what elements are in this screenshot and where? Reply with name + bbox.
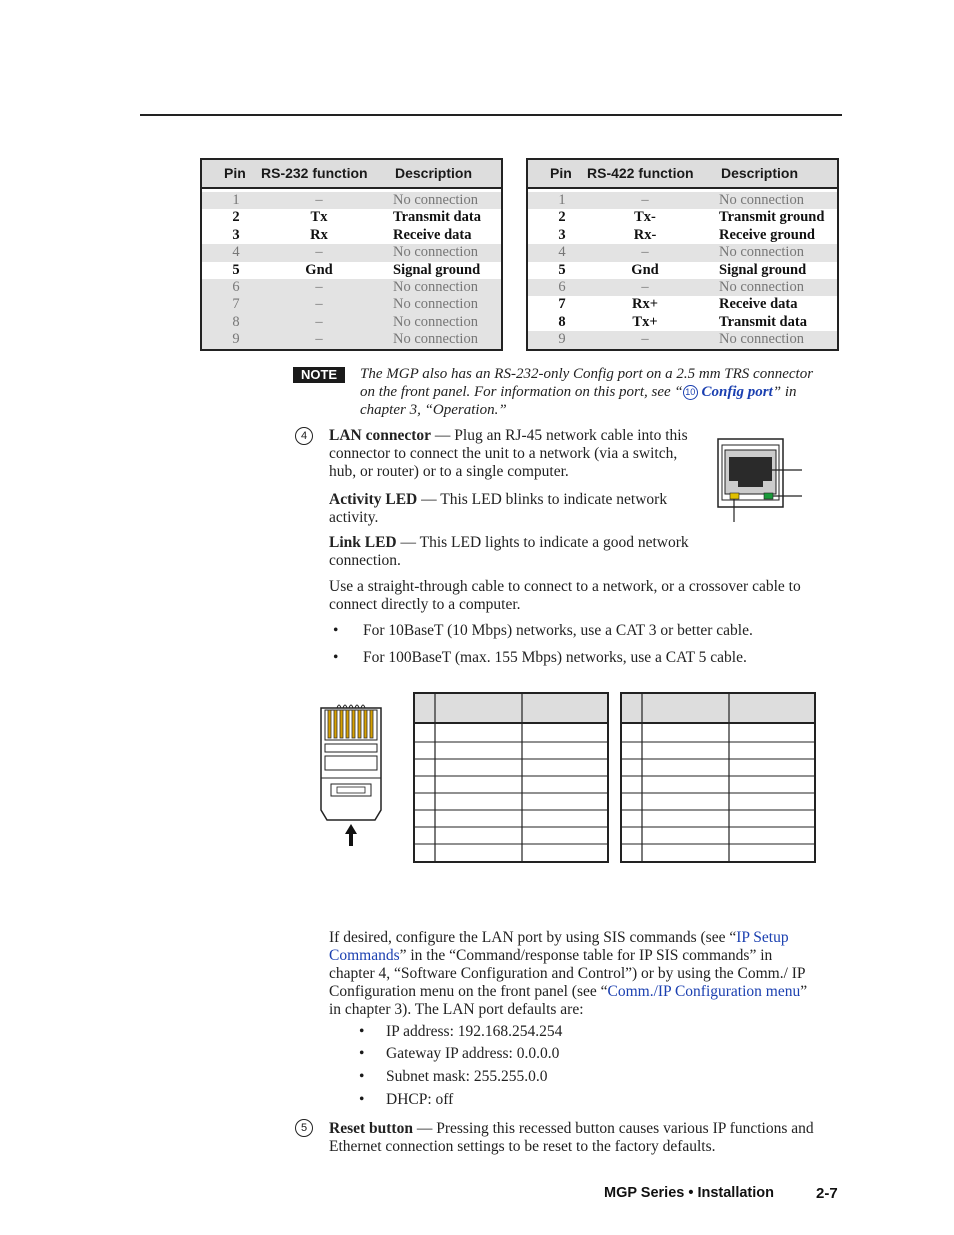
pin-cell: 3 — [558, 226, 566, 243]
note-text-part: The MGP also has an RS-232-only Config port on a 2.5 mm TRS connector on the front panel. For information on this port, see “ — [360, 366, 814, 400]
column-header-description: Description — [395, 165, 473, 181]
pin-cell: 2 — [232, 209, 240, 226]
table-row — [202, 244, 501, 261]
table-header — [528, 160, 837, 189]
wiring-table-left — [413, 692, 609, 863]
function-cell: Rx- — [633, 226, 657, 243]
table-row — [202, 279, 501, 296]
function-cell: – — [315, 331, 323, 348]
note-text — [360, 365, 830, 419]
table-row — [202, 331, 501, 348]
description-cell: Receive ground — [719, 226, 815, 243]
activity-led-text: — This LED blinks to indicate network activity. — [329, 491, 668, 526]
table-row — [528, 279, 837, 296]
function-cell: Gnd — [631, 261, 659, 278]
page-number: 2-7 — [816, 1185, 838, 1202]
footer-label: MGP Series • Installation — [604, 1185, 774, 1201]
function-cell: – — [315, 296, 323, 313]
description-cell: Transmit ground — [719, 209, 825, 226]
lan-config-paragraph — [329, 929, 819, 1019]
description-cell: Receive data — [719, 296, 798, 313]
description-cell: No connection — [393, 331, 478, 348]
pin-cell: 7 — [558, 296, 566, 313]
rs232-pin-table — [200, 158, 503, 351]
function-cell: Gnd — [305, 261, 333, 278]
function-cell: – — [315, 313, 323, 330]
bullet-icon: • — [359, 1045, 365, 1062]
rj45-plug-illustration — [315, 698, 387, 848]
description-cell: Transmit data — [393, 209, 481, 226]
description-cell: Transmit data — [719, 313, 807, 330]
top-rule — [140, 114, 842, 116]
pin-cell: 9 — [558, 331, 566, 348]
config-text-part: If desired, configure the LAN port by using SIS commands (see “ — [329, 929, 737, 946]
rs422-pin-table — [526, 158, 839, 351]
description-cell: No connection — [719, 278, 804, 295]
table-row — [202, 262, 501, 279]
table-row — [202, 227, 501, 244]
rj45-port-illustration — [715, 437, 805, 523]
column-header-function: RS-232 function — [261, 165, 368, 181]
config-port-link-label: Config port — [701, 384, 773, 400]
config-text-part: ” in the “Command/response table for IP SIS commands” in chapter 4, “Software Configuration and Control”) or by using the Comm./ IP Configuration menu on the front panel (see “ — [329, 947, 805, 1000]
table-row — [528, 244, 837, 261]
cable-type-paragraph: Use a straight-through cable to connect to a network, or a crossover cable to connect directly to a computer. — [329, 578, 801, 613]
link-led-text: — This LED lights to indicate a good network connection. — [329, 534, 689, 569]
description-cell: Signal ground — [719, 261, 807, 278]
pin-cell: 5 — [558, 261, 566, 278]
table-row — [528, 209, 837, 226]
bullet-icon: • — [359, 1068, 365, 1085]
column-header-pin: Pin — [224, 165, 246, 181]
description-cell: Signal ground — [393, 261, 481, 278]
description-cell: No connection — [719, 192, 804, 208]
function-cell: – — [315, 192, 323, 208]
bullet-icon: • — [359, 1091, 365, 1108]
function-cell: – — [641, 192, 649, 208]
pin-cell: 7 — [232, 296, 240, 313]
function-cell: – — [641, 278, 649, 295]
pin-cell: 8 — [558, 313, 566, 330]
pin-cell: 8 — [232, 313, 240, 330]
table-row — [528, 296, 837, 313]
table-row — [528, 227, 837, 244]
bullet-icon: • — [333, 649, 339, 666]
cable-bullet-item: For 100BaseT (max. 155 Mbps) networks, use a CAT 5 cable. — [363, 649, 747, 666]
table-row — [202, 192, 501, 209]
function-cell: – — [641, 331, 649, 348]
pin-cell: 6 — [232, 278, 240, 295]
function-cell: – — [315, 278, 323, 295]
table-header — [202, 160, 501, 189]
table-row — [528, 314, 837, 331]
link-led-title: Link LED — [329, 534, 397, 551]
default-item-ip-address: IP address: 192.168.254.254 — [386, 1023, 563, 1040]
table-row — [202, 209, 501, 226]
wiring-table-right — [620, 692, 816, 863]
lan-connector-text: — Plug an RJ-45 network cable into this connector to connect the unit to a network (via a switch, hub, or router) or to a single computer. — [329, 427, 688, 480]
reset-button-paragraph — [329, 1120, 841, 1156]
pin-cell: 9 — [232, 331, 240, 348]
description-cell: Receive data — [393, 226, 472, 243]
link-led-paragraph — [329, 534, 704, 570]
comm-ip-config-menu-link[interactable]: Comm./IP Configuration menu — [607, 983, 801, 1000]
description-cell: No connection — [393, 296, 478, 313]
lan-connector-paragraph — [329, 427, 704, 481]
default-item-gateway: Gateway IP address: 0.0.0.0 — [386, 1045, 560, 1062]
pin-cell: 1 — [558, 192, 566, 208]
table-row — [202, 314, 501, 331]
pin-cell: 6 — [558, 278, 566, 295]
function-cell: Tx+ — [632, 313, 658, 330]
pin-cell: 4 — [232, 244, 240, 261]
table-row — [528, 192, 837, 209]
callout-5-icon: 5 — [295, 1119, 313, 1137]
column-header-pin: Pin — [550, 165, 572, 181]
pin-cell: 4 — [558, 244, 566, 261]
lan-connector-title: LAN connector — [329, 427, 432, 444]
description-cell: No connection — [393, 192, 478, 208]
bullet-icon: • — [333, 622, 339, 639]
callout-4-icon: 4 — [295, 427, 313, 445]
ip-setup-commands-link[interactable]: IP Setup Commands — [329, 929, 789, 964]
default-item-subnet: Subnet mask: 255.255.0.0 — [386, 1068, 548, 1085]
reset-button-text: — Pressing this recessed button causes various IP functions and Ethernet connection settings to be reset to the factory defaults. — [329, 1120, 814, 1155]
function-cell: Rx+ — [632, 296, 658, 313]
description-cell: No connection — [393, 244, 478, 261]
table-row — [528, 331, 837, 348]
description-cell: No connection — [719, 244, 804, 261]
pin-cell: 3 — [232, 226, 240, 243]
function-cell: – — [641, 244, 649, 261]
table-row — [202, 296, 501, 313]
pin-cell: 5 — [232, 261, 240, 278]
function-cell: Tx — [310, 209, 328, 226]
note-badge: NOTE — [293, 367, 345, 383]
callout-number-icon: 10 — [683, 385, 698, 400]
column-header-function: RS-422 function — [587, 165, 694, 181]
column-header-description: Description — [721, 165, 799, 181]
bullet-icon: • — [359, 1023, 365, 1040]
default-item-dhcp: DHCP: off — [386, 1091, 454, 1108]
function-cell: Rx — [310, 226, 328, 243]
table-row — [528, 262, 837, 279]
function-cell: Tx- — [634, 209, 656, 226]
note-text-part: ” in chapter 3, “Operation.” — [360, 384, 797, 418]
pin-cell: 2 — [558, 209, 566, 226]
description-cell: No connection — [719, 331, 804, 348]
activity-led-title: Activity LED — [329, 491, 418, 508]
description-cell: No connection — [393, 313, 478, 330]
cable-bullet-item: For 10BaseT (10 Mbps) networks, use a CAT 3 or better cable. — [363, 622, 753, 639]
config-port-link[interactable] — [683, 384, 773, 400]
pin-cell: 1 — [232, 192, 240, 208]
config-text-part: ” in chapter 3). The LAN port defaults are: — [329, 983, 808, 1018]
activity-led-paragraph — [329, 491, 694, 527]
function-cell: – — [315, 244, 323, 261]
reset-button-title: Reset button — [329, 1120, 413, 1137]
description-cell: No connection — [393, 278, 478, 295]
